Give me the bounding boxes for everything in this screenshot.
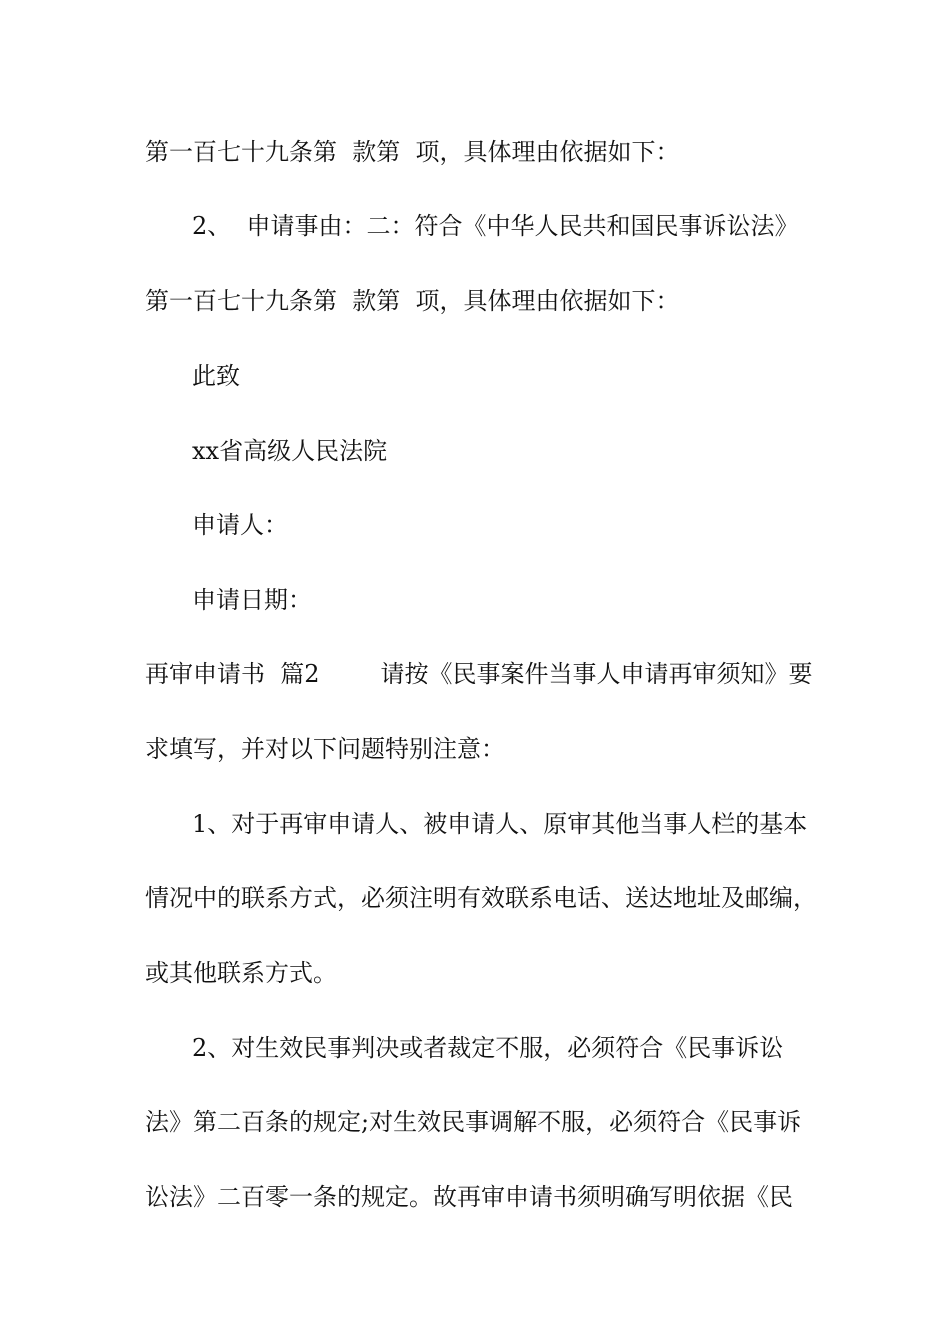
- text-line: 第一百七十九条第 款第 项，具体理由依据如下：: [145, 287, 680, 315]
- text-line: 2、对生效民事判决或者裁定不服，必须符合《民事诉讼: [192, 1034, 784, 1062]
- text-line: 法》第二百条的规定;对生效民事调解不服，必须符合《民事诉: [145, 1108, 802, 1136]
- text-line: 申请日期：: [192, 586, 312, 614]
- text-line: 2、 申请事由：二：符合《中华人民共和国民事诉讼法》: [192, 212, 799, 240]
- text-line: 此致: [192, 362, 240, 390]
- text-line: 求填写，并对以下问题特别注意：: [145, 735, 505, 763]
- text-line: xx省高级人民法院: [192, 437, 388, 465]
- text-line: 或其他联系方式。: [145, 959, 337, 987]
- text-line: 情况中的联系方式，必须注明有效联系电话、送达地址及邮编，: [145, 884, 817, 912]
- text-line: 1、对于再审申请人、被申请人、原审其他当事人栏的基本: [192, 810, 808, 838]
- text-line: 讼法》二百零一条的规定。故再审申请书须明确写明依据《民: [145, 1183, 793, 1211]
- text-line: 再审申请书 篇2 请按《民事案件当事人申请再审须知》要: [145, 660, 813, 688]
- text-line: 第一百七十九条第 款第 项，具体理由依据如下：: [145, 138, 680, 166]
- text-line: 申请人：: [192, 511, 288, 539]
